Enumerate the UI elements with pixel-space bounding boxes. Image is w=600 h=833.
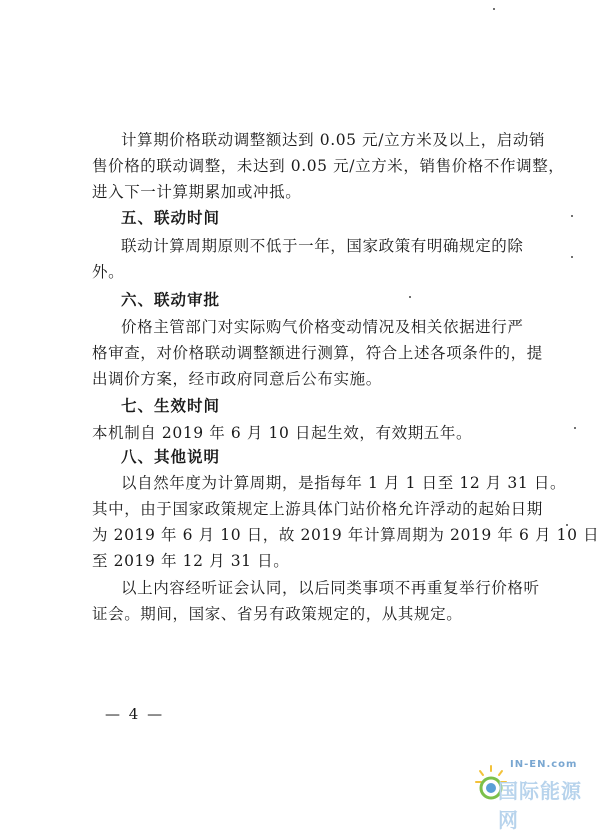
scan-speck	[409, 296, 411, 298]
paragraph-line: 以自然年度为计算周期，是指每年 1 月 1 日至 12 月 31 日。	[121, 474, 567, 492]
page-number: — 4 —	[105, 705, 165, 723]
scan-speck	[566, 524, 568, 526]
paragraph-line: 本机制自 2019 年 6 月 10 日起生效，有效期五年。	[92, 424, 473, 442]
paragraph-line: 价格主管部门对实际购气价格变动情况及相关依据进行严	[121, 318, 524, 336]
section-heading-7: 七、生效时间	[121, 397, 221, 415]
paragraph-line: 证会。期间，国家、省另有政策规定的，从其规定。	[92, 605, 463, 623]
section-heading-5: 五、联动时间	[121, 209, 221, 227]
scan-speck	[571, 215, 573, 217]
section-heading-6: 六、联动审批	[121, 291, 221, 309]
paragraph-line: 至 2019 年 12 月 31 日。	[92, 552, 290, 570]
paragraph-line: 计算期价格联动调整额达到 0.05 元/立方米及以上，启动销	[121, 131, 546, 149]
paragraph-line: 联动计算周期原则不低于一年，国家政策有明确规定的除	[121, 237, 524, 255]
paragraph-line: 出调价方案，经市政府同意后公布实施。	[92, 370, 382, 388]
watermark	[474, 753, 594, 832]
paragraph-line: 以上内容经听证会认同，以后同类事项不再重复举行价格听	[121, 579, 540, 597]
section-heading-8: 八、其他说明	[121, 448, 221, 466]
watermark-top-text: IN-EN.com	[510, 759, 578, 770]
paragraph-line: 售价格的联动调整，未达到 0.05 元/立方米，销售价格不作调整，	[92, 157, 565, 175]
scan-speck	[571, 256, 573, 258]
paragraph-line: 为 2019 年 6 月 10 日，故 2019 年计算周期为 2019 年 6 月 10 日	[92, 526, 600, 544]
paragraph-line: 进入下一计算期累加或冲抵。	[92, 183, 302, 201]
paragraph-line: 格审查，对价格联动调整额进行测算，符合上述各项条件的，提	[92, 344, 543, 362]
scan-speck	[574, 427, 576, 429]
paragraph-line: 外。	[92, 263, 125, 281]
scan-speck	[493, 8, 495, 10]
paragraph-line: 其中，由于国家政策规定上游具体门站价格允许浮动的起始日期	[92, 500, 543, 518]
watermark-main-text: 国际能源网	[498, 779, 582, 832]
